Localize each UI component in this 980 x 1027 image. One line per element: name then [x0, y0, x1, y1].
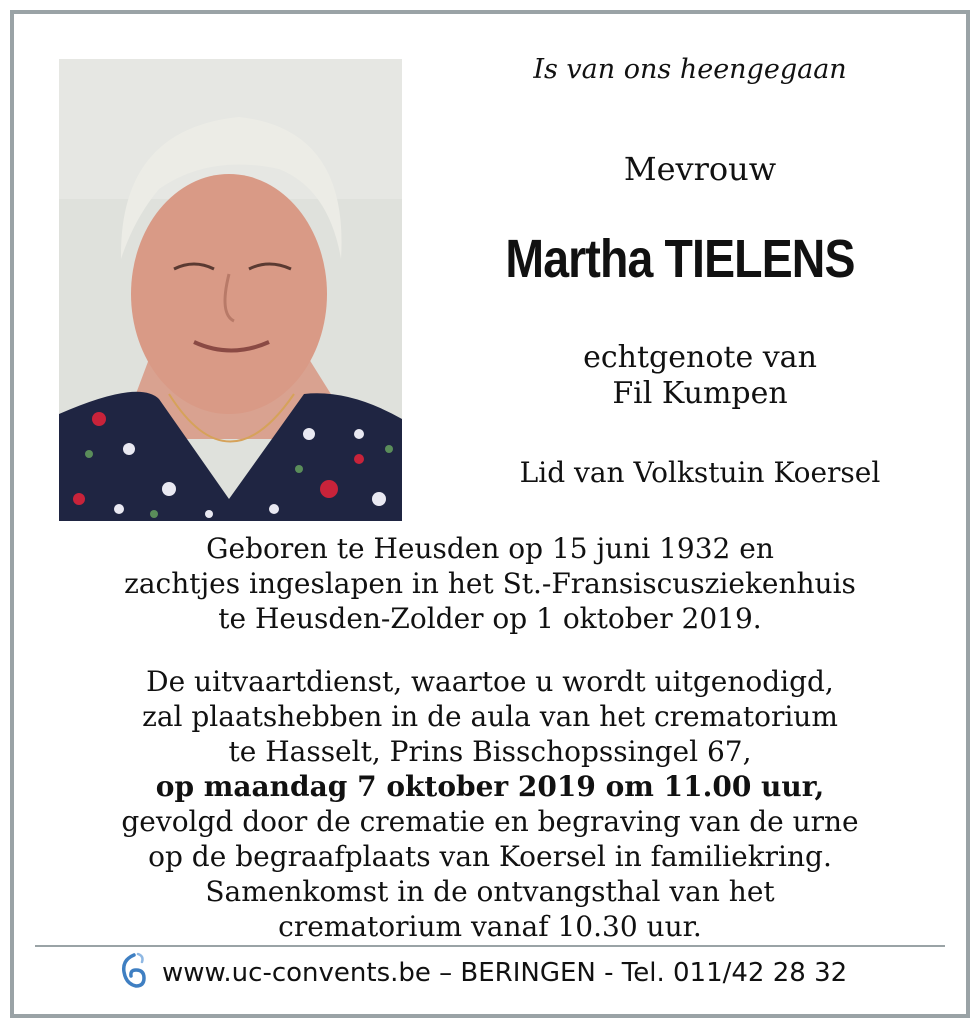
footer-contact-text: www.uc-convents.be – BERINGEN - Tel. 011/42 28 32 [162, 958, 848, 988]
spouse-line-1: echtgenote van [583, 340, 817, 375]
footer [118, 953, 847, 993]
service-line: De uitvaartdienst, waartoe u wordt uitgenodigd, [146, 665, 834, 698]
swirl-logo-icon [118, 952, 148, 994]
spouse-name: Fil Kumpen [612, 376, 788, 411]
service-line: te Hasselt, Prins Bisschopssingel 67, [228, 735, 752, 768]
footer-divider [35, 945, 945, 947]
service-line: crematorium vanaf 10.30 uur. [278, 910, 702, 943]
birth-line: zachtjes ingeslapen in het St.-Fransiscusziekenhuis [124, 567, 856, 600]
deceased-name: Martha TIELENS [505, 229, 855, 289]
service-date-line: op maandag 7 oktober 2019 om 11.00 uur, [155, 770, 825, 803]
service-line: Samenkomst in de ontvangsthal van het [205, 875, 775, 908]
honorific-title: Mevrouw [623, 150, 777, 188]
service-line: zal plaatshebben in de aula van het crematorium [142, 700, 838, 733]
birth-paragraph [40, 531, 940, 636]
intro-text: Is van ons heengegaan [533, 54, 847, 85]
birth-line: te Heusden-Zolder op 1 oktober 2019. [218, 602, 762, 635]
service-line: gevolgd door de crematie en begraving van de urne [121, 805, 859, 838]
birth-line: Geboren te Heusden op 15 juni 1932 en [206, 532, 774, 565]
portrait-photo [59, 59, 402, 521]
membership-text: Lid van Volkstuin Koersel [519, 456, 881, 489]
service-line: op de begraafplaats van Koersel in familiekring. [148, 840, 832, 873]
spouse-block [440, 340, 960, 412]
service-paragraph [40, 664, 940, 944]
